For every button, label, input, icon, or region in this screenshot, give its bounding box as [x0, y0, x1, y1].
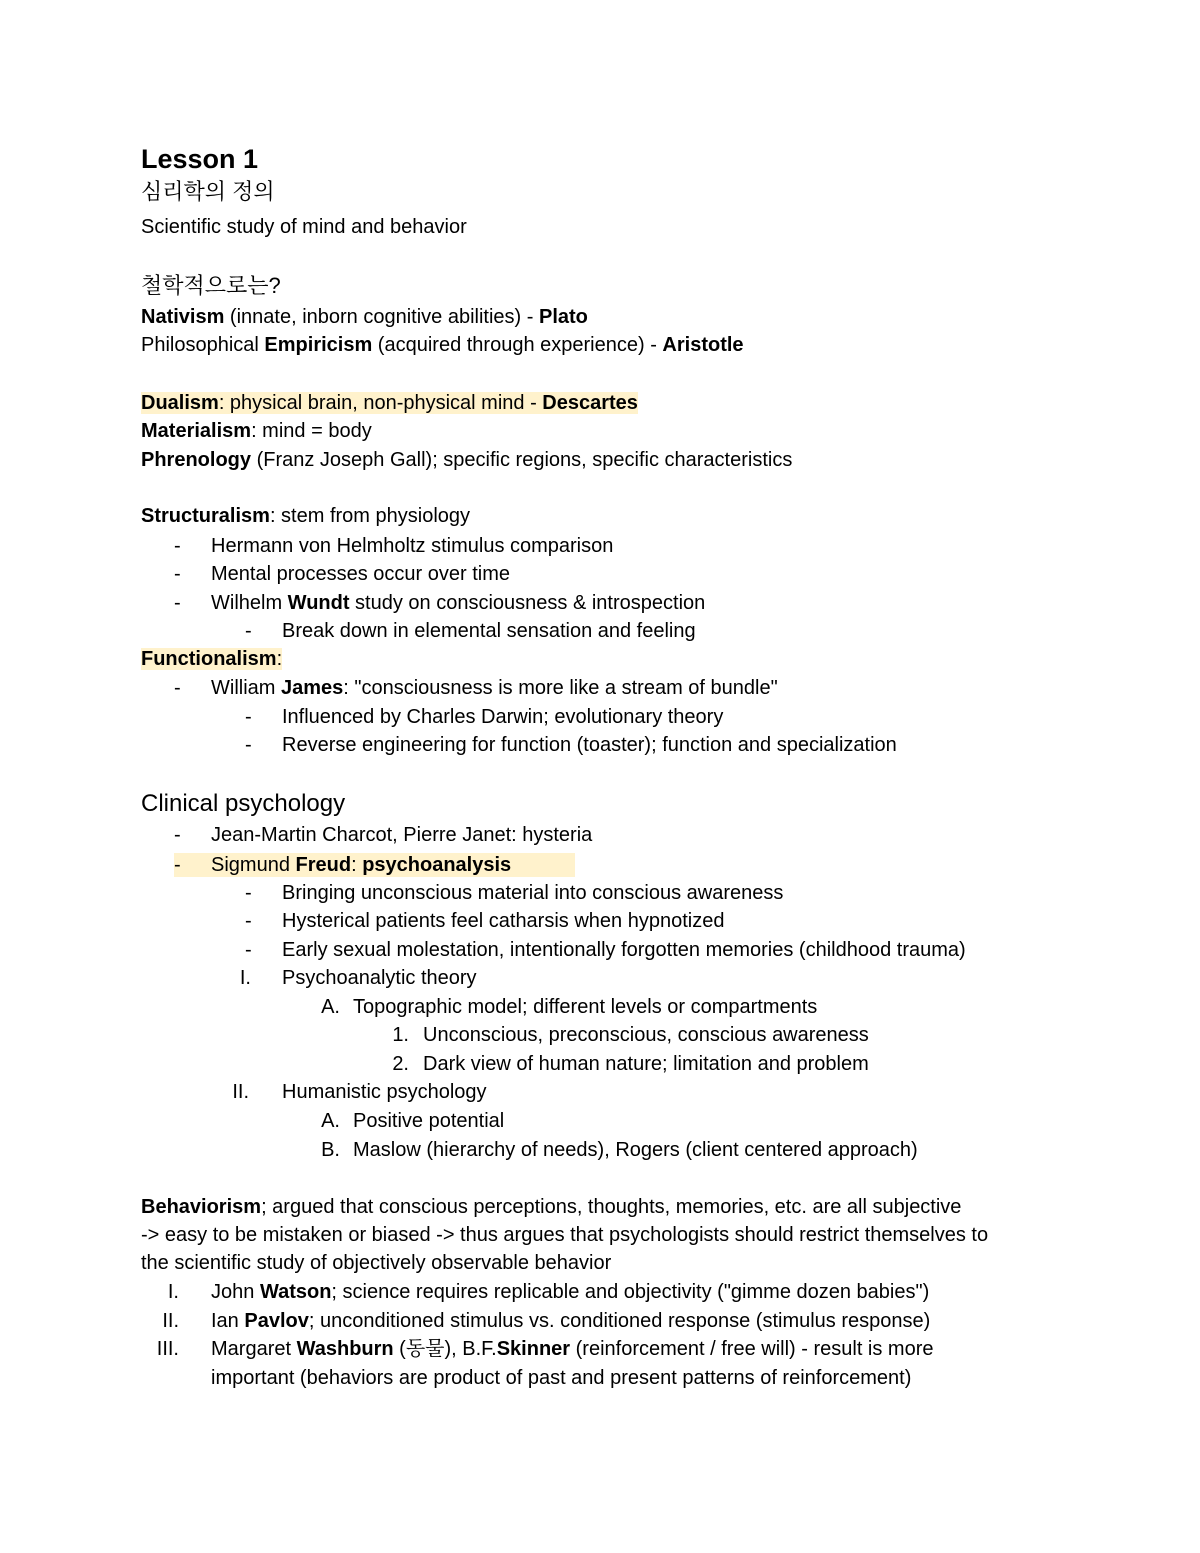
list-marker: A.: [321, 996, 340, 1018]
philosophy-heading: 철학적으로는?: [141, 273, 281, 298]
materialism-term: Materialism: [141, 420, 252, 442]
bullet-dash: -: [245, 882, 252, 904]
behaviorism-line2: -> easy to be mistaken or biased -> thus argues that psychologists should restrict themselves to: [141, 1224, 989, 1246]
dualism-highlight: [141, 392, 638, 414]
phrenology-desc: (Franz Joseph Gall); specific regions, specific characteristics: [251, 449, 793, 471]
washburn-cont-text: important (behaviors are product of past and present patterns of reinforcement): [211, 1367, 912, 1389]
nativism-line: [141, 303, 588, 331]
freud-text: [211, 851, 511, 879]
washburn-text: [211, 1335, 934, 1363]
functionalism-highlight: [141, 648, 282, 670]
definition-heading: 심리학의 정의: [141, 179, 275, 204]
list-marker: A.: [321, 1110, 340, 1132]
nativism-person: Plato: [538, 306, 588, 328]
watson-text: [211, 1278, 929, 1306]
structuralism-line: [141, 502, 470, 530]
pavlov-pre: Ian: [211, 1310, 245, 1332]
bullet-dash: -: [174, 592, 181, 614]
list-item-text: Mental processes occur over time: [211, 563, 511, 585]
james-post: : "consciousness is more like a stream of bundle": [343, 677, 778, 699]
washburn-mid: (동물), B.F.: [393, 1338, 497, 1360]
freud-name: Freud: [295, 854, 352, 876]
dualism-desc: : physical brain, non-physical mind -: [218, 392, 543, 414]
bullet-dash: -: [245, 734, 252, 756]
list-item-text: Unconscious, preconscious, conscious awareness: [423, 1024, 869, 1046]
list-item-text: Topographic model; different levels or compartments: [353, 996, 818, 1018]
behaviorism-line1: ; argued that conscious perceptions, thoughts, memories, etc. are all subjective: [261, 1196, 962, 1218]
list-item-text: Hermann von Helmholtz stimulus comparison: [211, 535, 614, 557]
behaviorism-term: Behaviorism: [141, 1196, 262, 1218]
empiricism-person: Aristotle: [662, 334, 744, 356]
dualism-term: Dualism: [141, 392, 219, 414]
list-item-text: Positive potential: [353, 1110, 505, 1132]
watson-pre: John: [211, 1281, 260, 1303]
list-item-text: Humanistic psychology: [282, 1081, 487, 1103]
list-marker: B.: [321, 1139, 340, 1161]
list-marker: I.: [239, 967, 251, 989]
wundt-post: study on consciousness & introspection: [349, 592, 706, 614]
list-item-text: Influenced by Charles Darwin; evolutionary theory: [282, 706, 724, 728]
dualism-person: Descartes: [542, 392, 638, 414]
behaviorism-line: [141, 1193, 961, 1221]
list-item-text: Psychoanalytic theory: [282, 967, 477, 989]
empiricism-term: Empiricism: [264, 334, 373, 356]
pavlov-text: [211, 1307, 930, 1335]
pavlov-name: Pavlov: [244, 1310, 309, 1332]
bullet-dash: -: [174, 677, 181, 699]
phrenology-term: Phrenology: [141, 449, 252, 471]
materialism-desc: : mind = body: [251, 420, 372, 442]
functionalism-colon: :: [276, 648, 283, 670]
bullet-dash: -: [245, 620, 252, 642]
list-item-text: Maslow (hierarchy of needs), Rogers (client centered approach): [353, 1139, 918, 1161]
freud-pre: Sigmund: [211, 854, 296, 876]
nativism-term: Nativism: [141, 306, 225, 328]
list-item-text: Early sexual molestation, intentionally forgotten memories (childhood trauma): [282, 939, 966, 961]
empiricism-desc: (acquired through experience) -: [372, 334, 663, 356]
bullet-dash: -: [245, 939, 252, 961]
phrenology-line: [141, 446, 792, 474]
wundt-pre: Wilhelm: [211, 592, 288, 614]
definition-text: Scientific study of mind and behavior: [141, 216, 467, 238]
washburn-pre: Margaret: [211, 1338, 297, 1360]
pavlov-post: ; unconditioned stimulus vs. conditioned response (stimulus response): [308, 1310, 931, 1332]
list-item-text: Break down in elemental sensation and feeling: [282, 620, 696, 642]
list-marker: I.: [167, 1281, 179, 1303]
list-marker: 2.: [392, 1053, 409, 1075]
wundt-text: [211, 589, 705, 617]
list-marker: II.: [162, 1310, 179, 1332]
list-item-text: Reverse engineering for function (toaster); function and specialization: [282, 734, 897, 756]
freud-sep: :: [351, 854, 363, 876]
page-title: Lesson 1: [141, 144, 259, 174]
nativism-desc: (innate, inborn cognitive abilities) -: [224, 306, 539, 328]
bullet-dash: -: [174, 854, 181, 876]
bullet-dash: -: [174, 535, 181, 557]
james-pre: William: [211, 677, 281, 699]
dualism-line: [141, 389, 638, 417]
james-name: James: [281, 677, 344, 699]
list-item-text: Dark view of human nature; limitation and problem: [423, 1053, 869, 1075]
structuralism-desc: : stem from physiology: [269, 505, 471, 527]
wundt-name: Wundt: [287, 592, 350, 614]
bullet-dash: -: [245, 910, 252, 932]
bullet-dash: -: [174, 824, 181, 846]
list-item-text: Bringing unconscious material into conscious awareness: [282, 882, 784, 904]
bullet-dash: -: [174, 563, 181, 585]
washburn-post: (reinforcement / free will) - result is more: [570, 1338, 934, 1360]
james-text: [211, 674, 778, 702]
empiricism-prefix: Philosophical: [141, 334, 265, 356]
skinner-name: Skinner: [496, 1338, 571, 1360]
list-item-text: Hysterical patients feel catharsis when hypnotized: [282, 910, 725, 932]
list-marker: 1.: [392, 1024, 409, 1046]
empiricism-line: [141, 331, 744, 359]
clinical-heading: Clinical psychology: [141, 790, 346, 817]
washburn-name: Washburn: [296, 1338, 394, 1360]
structuralism-term: Structuralism: [141, 505, 270, 527]
behaviorism-line3: the scientific study of objectively observable behavior: [141, 1252, 612, 1274]
watson-name: Watson: [259, 1281, 332, 1303]
list-marker: III.: [156, 1338, 179, 1360]
materialism-line: [141, 417, 372, 445]
bullet-dash: -: [245, 706, 252, 728]
list-item-text: Jean-Martin Charcot, Pierre Janet: hysteria: [211, 824, 593, 846]
freud-term: psychoanalysis: [362, 854, 512, 876]
list-marker: II.: [232, 1081, 249, 1103]
watson-post: ; science requires replicable and objectivity ("gimme dozen babies"): [331, 1281, 930, 1303]
functionalism-term: Functionalism: [141, 648, 277, 670]
functionalism-line: [141, 645, 282, 673]
